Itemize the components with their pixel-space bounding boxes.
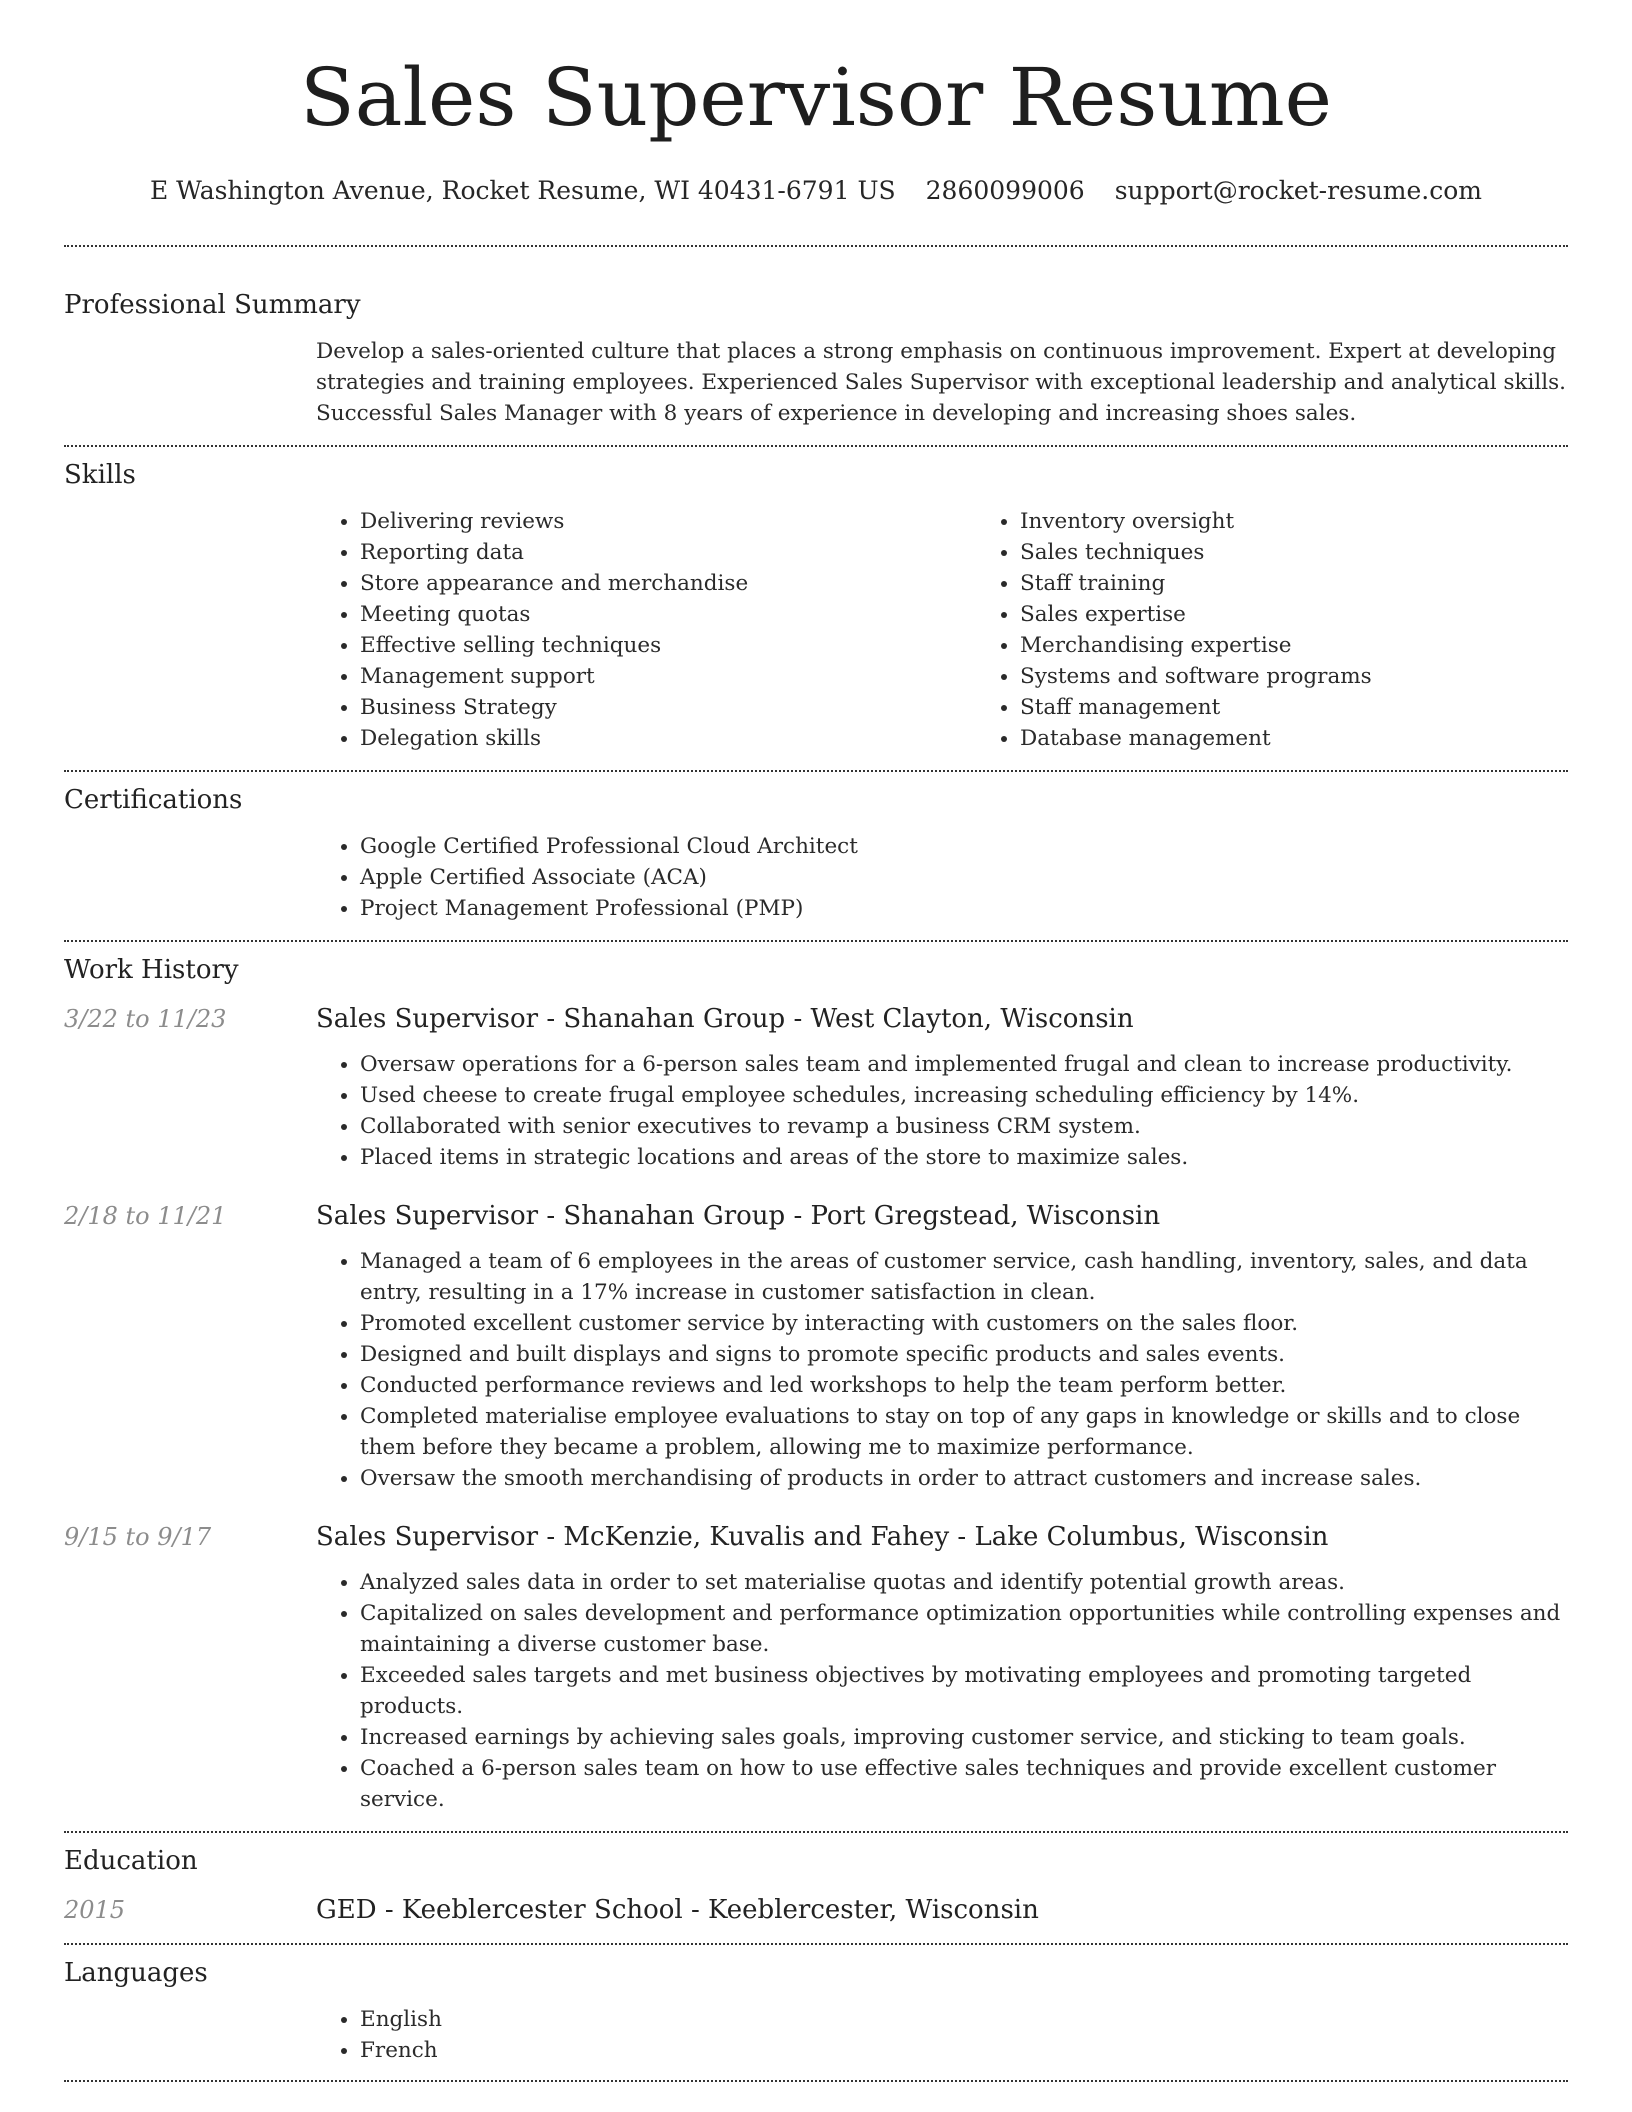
education-entry bbox=[64, 1893, 1568, 1943]
work-bullet: • Designed and built displays and signs to promote specific products and sales events. bbox=[360, 1339, 1568, 1370]
work-bullet: • Coached a 6-person sales team on how to use effective sales techniques and provide excellent customer service. bbox=[360, 1753, 1568, 1815]
work-bullet-list bbox=[316, 1049, 1568, 1173]
section-title-education: Education bbox=[64, 1846, 198, 1876]
work-heading: Sales Supervisor - McKenzie, Kuvalis and Fahey - Lake Columbus, Wisconsin bbox=[316, 1522, 1329, 1552]
skill-item: • Merchandising expertise bbox=[1020, 630, 1632, 661]
contact-line bbox=[64, 176, 1568, 205]
certification-item: • Google Certified Professional Cloud Architect bbox=[360, 831, 1568, 862]
skill-item: • Delegation skills bbox=[360, 723, 976, 754]
section-summary bbox=[64, 247, 1568, 445]
work-bullet: • Exceeded sales targets and met business objectives by motivating employees and promoting targeted products. bbox=[360, 1660, 1568, 1722]
work-heading: Sales Supervisor - Shanahan Group - Port Gregstead, Wisconsin bbox=[316, 1201, 1161, 1231]
skill-item: • Systems and software programs bbox=[1020, 661, 1632, 692]
skill-item: • Business Strategy bbox=[360, 692, 976, 723]
work-entries bbox=[64, 986, 1568, 1831]
work-entry bbox=[64, 1520, 1568, 1815]
languages-content bbox=[316, 2004, 1568, 2080]
education-heading: GED - Keeblercester School - Keeblercester, Wisconsin bbox=[316, 1895, 1039, 1925]
work-bullet: • Analyzed sales data in order to set materialise quotas and identify potential growth areas. bbox=[360, 1567, 1568, 1598]
skill-item: • Staff management bbox=[1020, 692, 1632, 723]
work-bullet: • Conducted performance reviews and led workshops to help the team perform better. bbox=[360, 1370, 1568, 1401]
work-bullets bbox=[316, 1567, 1568, 1815]
skill-item: • Staff training bbox=[1020, 568, 1632, 599]
skills-columns bbox=[316, 506, 1568, 770]
work-bullet: • Placed items in strategic locations and areas of the store to maximize sales. bbox=[360, 1142, 1568, 1173]
section-work-history bbox=[64, 942, 1568, 1831]
work-bullet: • Oversaw the smooth merchandising of products in order to attract customers and increase sales. bbox=[360, 1463, 1568, 1494]
section-title-skills: Skills bbox=[64, 460, 136, 490]
certification-item: • Project Management Professional (PMP) bbox=[360, 893, 1568, 924]
contact-phone: 2860099006 bbox=[925, 176, 1085, 205]
work-bullet: • Oversaw operations for a 6-person sales team and implemented frugal and clean to increase productivity. bbox=[360, 1049, 1568, 1080]
divider bbox=[64, 2080, 1568, 2082]
work-heading: Sales Supervisor - Shanahan Group - West Clayton, Wisconsin bbox=[316, 1004, 1134, 1034]
skill-item: • Meeting quotas bbox=[360, 599, 976, 630]
page-title: Sales Supervisor Resume bbox=[299, 51, 1333, 144]
language-item: • English bbox=[360, 2004, 1568, 2035]
certifications-list bbox=[316, 831, 1568, 924]
skill-item: • Reporting data bbox=[360, 537, 976, 568]
work-dates: 3/22 to 11/23 bbox=[64, 1005, 227, 1033]
skills-list-right bbox=[976, 506, 1632, 754]
contact-email: support@rocket-resume.com bbox=[1114, 176, 1483, 205]
work-entry bbox=[64, 1002, 1568, 1173]
work-bullet: • Capitalized on sales development and performance optimization opportunities while controlling expenses and maintaining a diverse customer base. bbox=[360, 1598, 1568, 1660]
summary-text: Develop a sales-oriented culture that places a strong emphasis on continuous improvement. Expert at developing strategies and training employees. Experienced Sales Supervisor with exceptional leadership and analytical skills. Successful Sales Manager with 8 years of experience in developing and increasing shoes sales. bbox=[316, 339, 1567, 426]
work-bullets bbox=[316, 1049, 1568, 1173]
section-title-certifications: Certifications bbox=[64, 785, 243, 815]
certifications-content bbox=[316, 831, 1568, 940]
work-bullet-list bbox=[316, 1246, 1568, 1494]
work-bullet: • Increased earnings by achieving sales goals, improving customer service, and sticking to team goals. bbox=[360, 1722, 1568, 1753]
work-entry bbox=[64, 1199, 1568, 1494]
skill-item: • Inventory oversight bbox=[1020, 506, 1632, 537]
skill-item: • Sales techniques bbox=[1020, 537, 1632, 568]
language-item: • French bbox=[360, 2035, 1568, 2066]
section-title-languages: Languages bbox=[64, 1958, 208, 1988]
section-title-work-history: Work History bbox=[64, 955, 239, 985]
section-education bbox=[64, 1833, 1568, 1943]
work-bullet: • Completed materialise employee evaluations to stay on top of any gaps in knowledge or skills and to close them before they became a problem, allowing me to maximize performance. bbox=[360, 1401, 1568, 1463]
skill-item: • Delivering reviews bbox=[360, 506, 976, 537]
work-bullet-list bbox=[316, 1567, 1568, 1815]
languages-list bbox=[316, 2004, 1568, 2066]
skill-item: • Database management bbox=[1020, 723, 1632, 754]
work-bullet: • Managed a team of 6 employees in the areas of customer service, cash handling, inventory, sales, and data entry, resulting in a 17% increase in customer satisfaction in clean. bbox=[360, 1246, 1568, 1308]
skill-item: • Management support bbox=[360, 661, 976, 692]
section-skills bbox=[64, 447, 1568, 770]
work-bullet: • Collaborated with senior executives to revamp a business CRM system. bbox=[360, 1111, 1568, 1142]
work-bullet: • Promoted excellent customer service by interacting with customers on the sales floor. bbox=[360, 1308, 1568, 1339]
certification-item: • Apple Certified Associate (ACA) bbox=[360, 862, 1568, 893]
contact-address: E Washington Avenue, Rocket Resume, WI 40431-6791 US bbox=[149, 176, 896, 205]
work-dates: 2/18 to 11/21 bbox=[64, 1202, 227, 1230]
work-dates: 9/15 to 9/17 bbox=[64, 1523, 212, 1551]
section-title-summary: Professional Summary bbox=[64, 290, 361, 320]
section-languages bbox=[64, 1945, 1568, 2080]
work-bullet: • Used cheese to create frugal employee schedules, increasing scheduling efficiency by 14%. bbox=[360, 1080, 1568, 1111]
work-bullets bbox=[316, 1246, 1568, 1494]
skill-item: • Sales expertise bbox=[1020, 599, 1632, 630]
education-year: 2015 bbox=[64, 1896, 126, 1924]
skill-item: • Effective selling techniques bbox=[360, 630, 976, 661]
skill-item: • Store appearance and merchandise bbox=[360, 568, 976, 599]
section-certifications bbox=[64, 772, 1568, 940]
skills-list-left bbox=[316, 506, 976, 754]
